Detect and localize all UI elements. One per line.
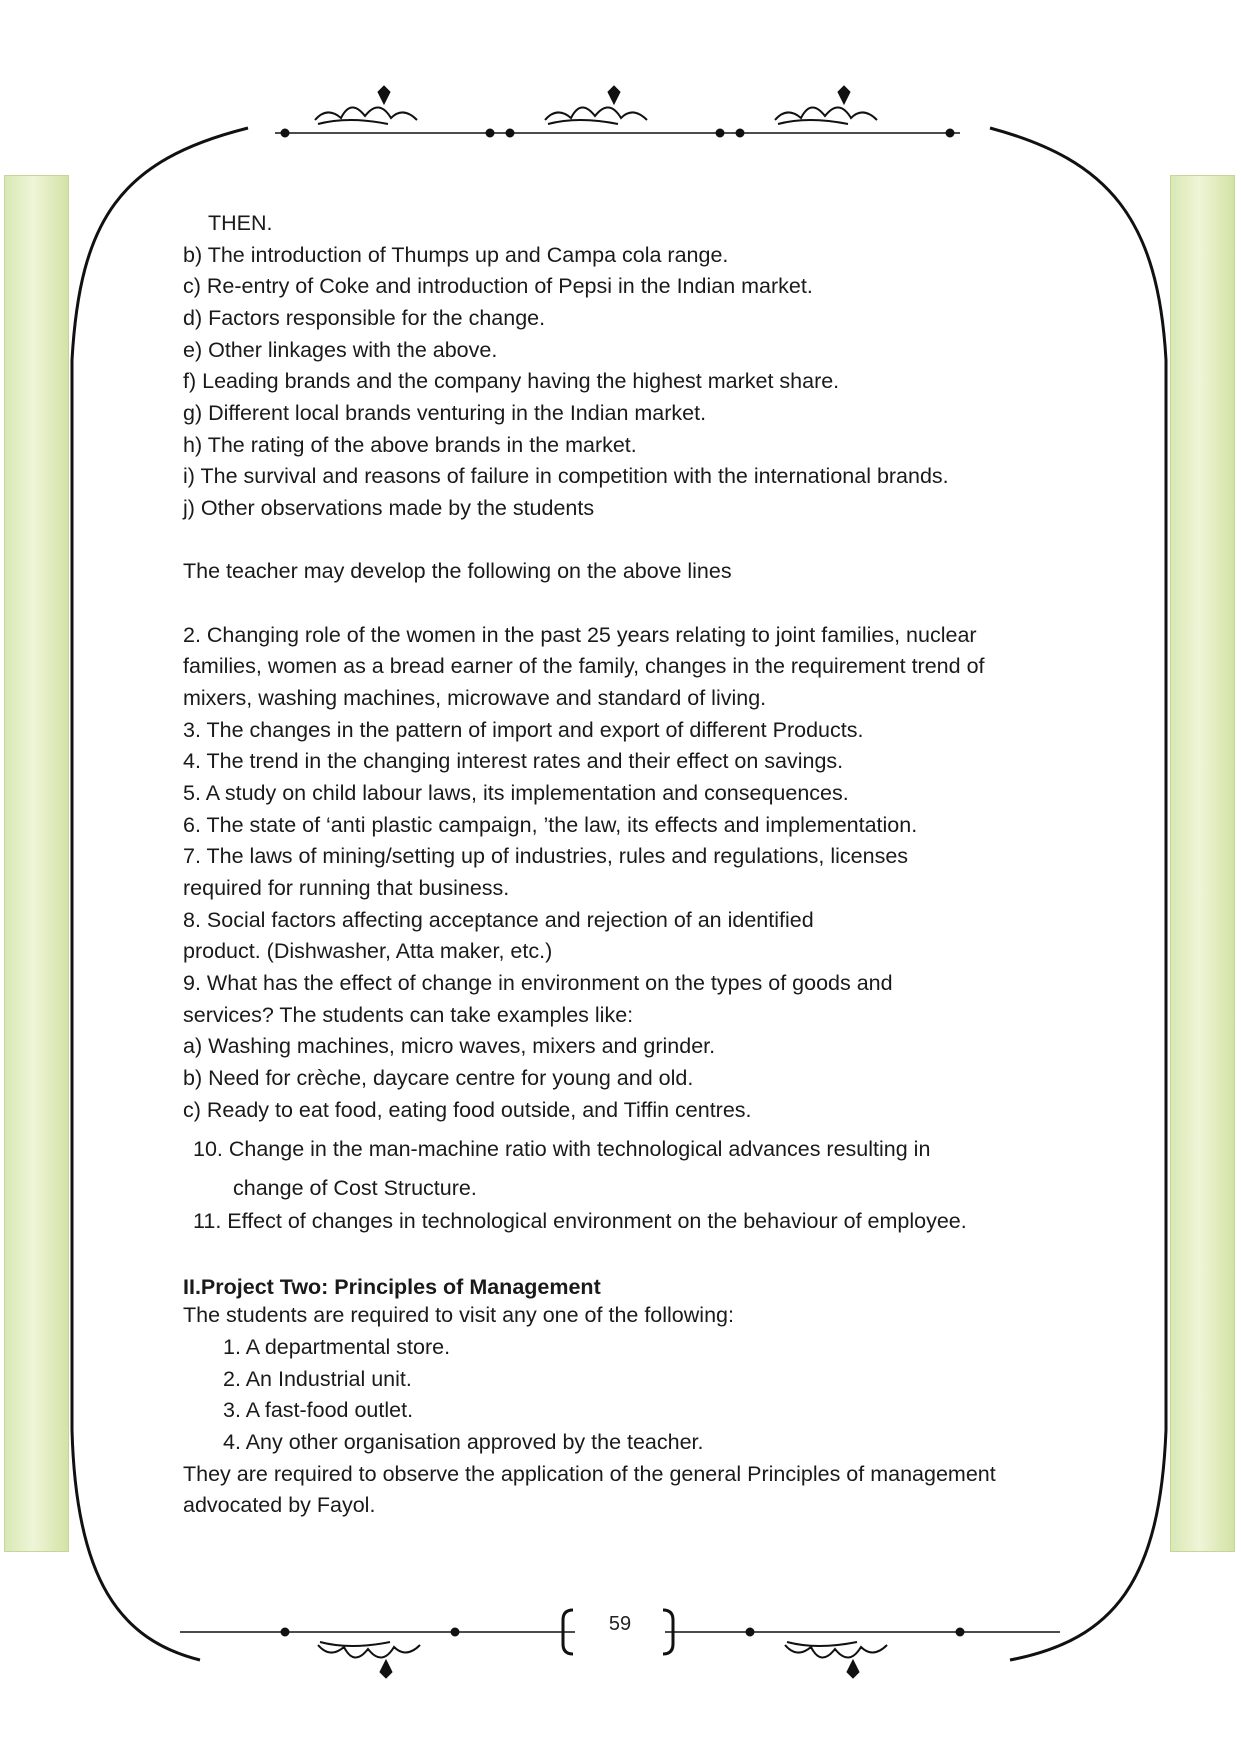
text-line: THEN. xyxy=(208,211,273,235)
text-line: 9. What has the effect of change in environment on the types of goods and xyxy=(183,971,893,995)
text-line: 11. Effect of changes in technological environment on the behaviour of employee. xyxy=(193,1209,967,1233)
text-line: 4. The trend in the changing interest rates and their effect on savings. xyxy=(183,749,844,773)
section-heading: II.Project Two: Principles of Management xyxy=(183,1275,601,1299)
text-line: a) Washing machines, micro waves, mixers and grinder. xyxy=(183,1034,716,1058)
text-line: The students are required to visit any one of the following: xyxy=(183,1303,734,1327)
text-line: required for running that business. xyxy=(183,876,510,900)
list-item: 3. A fast-food outlet. xyxy=(223,1398,414,1422)
text-line: They are required to observe the application of the general Principles of management xyxy=(183,1462,996,1486)
text-line: mixers, washing machines, microwave and standard of living. xyxy=(183,686,767,710)
text-line: 6. The state of ‘anti plastic campaign, ’the law, its effects and implementation. xyxy=(183,813,918,837)
text-line: b) The introduction of Thumps up and Campa cola range. xyxy=(183,243,729,267)
text-line: families, women as a bread earner of the family, changes in the requirement trend of xyxy=(183,654,985,678)
text-line: services? The students can take examples like: xyxy=(183,1003,634,1027)
text-line: f) Leading brands and the company having the highest market share. xyxy=(183,369,840,393)
text-line: b) Need for crèche, daycare centre for young and old. xyxy=(183,1066,694,1090)
text-line: The teacher may develop the following on the above lines xyxy=(183,559,732,583)
text-line: 5. A study on child labour laws, its implementation and consequences. xyxy=(183,781,849,805)
text-line: 8. Social factors affecting acceptance and rejection of an identified xyxy=(183,908,814,932)
text-line: h) The rating of the above brands in the market. xyxy=(183,433,637,457)
text-line: c) Ready to eat food, eating food outside, and Tiffin centres. xyxy=(183,1098,752,1122)
text-line: product. (Dishwasher, Atta maker, etc.) xyxy=(183,939,553,963)
list-item: 2. An Industrial unit. xyxy=(223,1367,412,1391)
text-line: 10. Change in the man-machine ratio with technological advances resulting in xyxy=(193,1137,931,1161)
text-line: g) Different local brands venturing in the Indian market. xyxy=(183,401,707,425)
text-line: c) Re-entry of Coke and introduction of Pepsi in the Indian market. xyxy=(183,274,813,298)
page-number: 59 xyxy=(608,1613,632,1635)
text-line: j) Other observations made by the students xyxy=(183,496,595,520)
text-line: d) Factors responsible for the change. xyxy=(183,306,546,330)
text-line: 3. The changes in the pattern of import and export of different Products. xyxy=(183,718,864,742)
list-item: 1. A departmental store. xyxy=(223,1335,451,1359)
top-ornament xyxy=(275,86,960,137)
text-line: 7. The laws of mining/setting up of industries, rules and regulations, licenses xyxy=(183,844,909,868)
text-line: 2. Changing role of the women in the past 25 years relating to joint families, nuclear xyxy=(183,623,977,647)
text-line: i) The survival and reasons of failure in competition with the international brands. xyxy=(183,464,949,488)
list-item: 4. Any other organisation approved by the teacher. xyxy=(223,1430,704,1454)
text-line: change of Cost Structure. xyxy=(233,1176,477,1200)
text-line: advocated by Fayol. xyxy=(183,1493,376,1517)
text-line: e) Other linkages with the above. xyxy=(183,338,498,362)
